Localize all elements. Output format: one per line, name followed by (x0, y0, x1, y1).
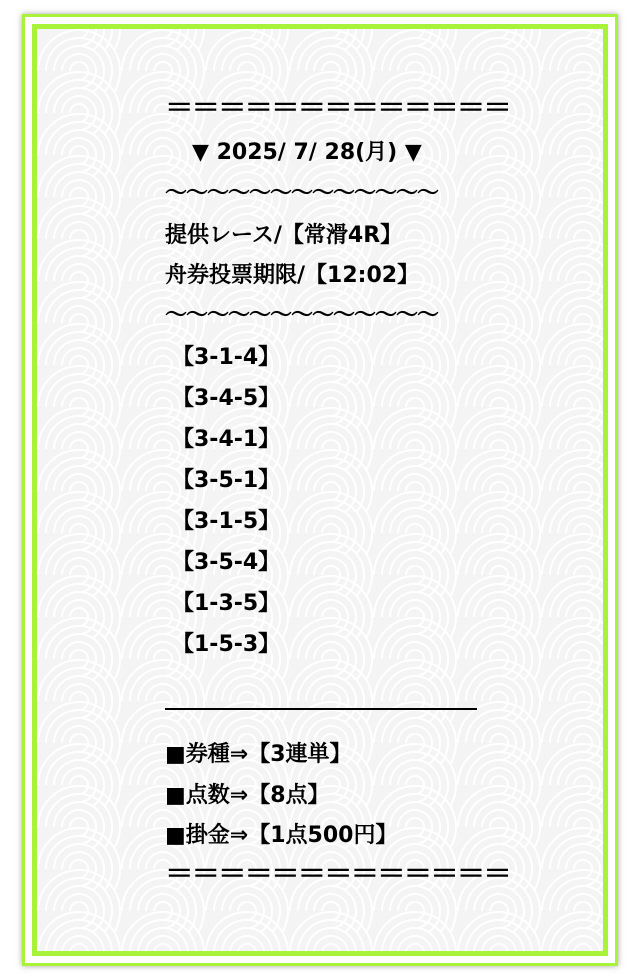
pick-item: 【3-1-4】 (172, 345, 281, 370)
deadline-label: 舟券投票期限/【12:02】 (165, 263, 420, 288)
equals-divider-top: ＝＝＝＝＝＝＝＝＝＝＝＝＝ (165, 91, 510, 124)
stake-label: ■掛金⇒【1点500円】 (165, 823, 398, 848)
pick-item: 【1-3-5】 (172, 591, 281, 616)
pick-item: 【3-1-5】 (172, 509, 281, 534)
ticket-type-label: ■券種⇒【3連単】 (165, 742, 352, 767)
pick-item: 【3-5-4】 (172, 550, 281, 575)
date-line: ▼ 2025/ 7/ 28(月) ▼ (192, 140, 422, 165)
horizontal-rule (165, 708, 477, 710)
pick-item: 【3-5-1】 (172, 468, 281, 493)
tilde-divider-2: 〜〜〜〜〜〜〜〜〜〜〜〜〜 (165, 303, 439, 328)
equals-divider-bottom: ＝＝＝＝＝＝＝＝＝＝＝＝＝ (165, 857, 510, 890)
points-label: ■点数⇒【8点】 (165, 783, 330, 808)
pick-item: 【1-5-3】 (172, 632, 281, 657)
pick-item: 【3-4-5】 (172, 386, 281, 411)
tilde-divider-1: 〜〜〜〜〜〜〜〜〜〜〜〜〜 (165, 181, 439, 206)
race-label: 提供レース/【常滑4R】 (165, 223, 403, 248)
pick-item: 【3-4-1】 (172, 427, 281, 452)
